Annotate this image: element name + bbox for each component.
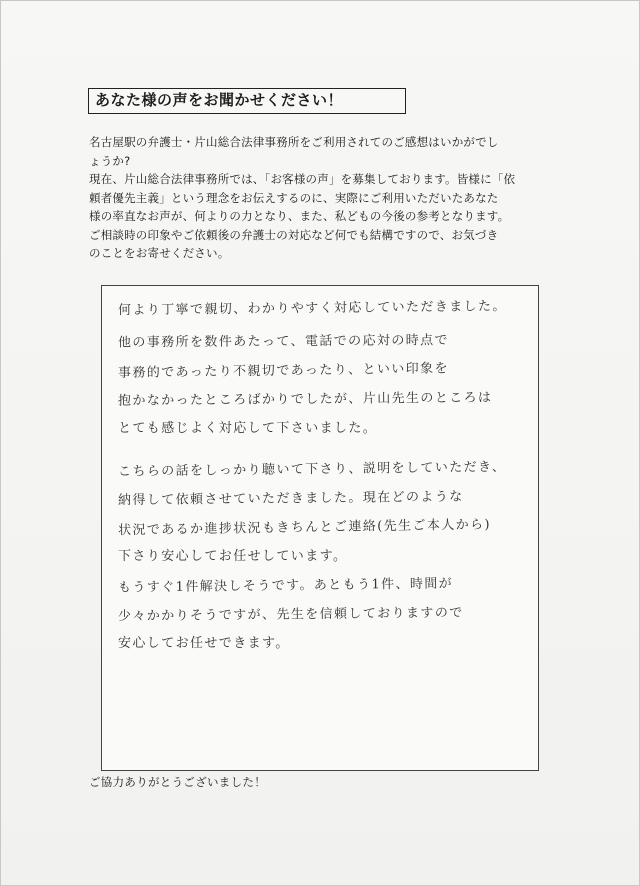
handwritten-line: こちらの話をしっかり聴いて下さり、説明をしていただき、	[117, 459, 507, 480]
handwritten-line: もうすぐ1件解決しそうです。あともう1件、時間が	[117, 576, 454, 596]
handwritten-comment-box	[101, 285, 539, 771]
intro-line: 現在、片山総合法律事務所では、「お客様の声」を募集しております。皆様に「依	[89, 172, 516, 186]
handwritten-comment	[118, 294, 532, 658]
intro-line: のことをお寄せください。	[89, 246, 230, 260]
handwritten-line: 何より丁寧で親切、わかりやすく対応していただきました。	[117, 299, 507, 319]
intro-line: 名古屋駅の弁護士・片山総合法律事務所をご利用されてのご感想はいかがでし	[89, 135, 499, 149]
thanks-text: ご協力ありがとうございました！	[89, 775, 266, 789]
handwritten-line: 状況であるか進捗状況もきちんとご連絡(先生ご本人から)	[117, 517, 492, 539]
handwritten-line: とても感じよく対応して下さいました。	[118, 421, 378, 436]
handwritten-line: 他の事務所を数件あたって、電話での応対の時点で	[117, 333, 450, 351]
handwritten-line: 事務的であったり不親切であったり、といい印象を	[117, 361, 450, 381]
intro-line: ご相談時の印象やご依頼後の弁護士の対応など何でも結構ですので、お気づき	[89, 227, 499, 242]
page-title: あなた様の声をお聞かせください！	[88, 88, 406, 114]
handwritten-line: 安心してお任せできます。	[118, 636, 290, 651]
intro-line: ょうか?	[89, 153, 131, 168]
intro-text	[89, 133, 559, 263]
handwritten-line: 納得して依頼させていただきました。現在どのような	[117, 489, 464, 509]
handwritten-line: 下さり安心してお任せしています。	[118, 549, 348, 564]
intro-line: 頼者優先主義」という理念をお伝えするのに、実際にご利用いただいたあなた	[89, 190, 499, 205]
handwritten-line: 抱かなかったところばかりでしたが、片山先生のところは	[117, 390, 493, 409]
handwritten-line: 少々かかりそうですが、先生を信頼しておりますので	[117, 605, 464, 625]
intro-line: 様の率直なお声が、何よりの力となり、また、私どもの今後の参考となります。	[89, 209, 510, 223]
